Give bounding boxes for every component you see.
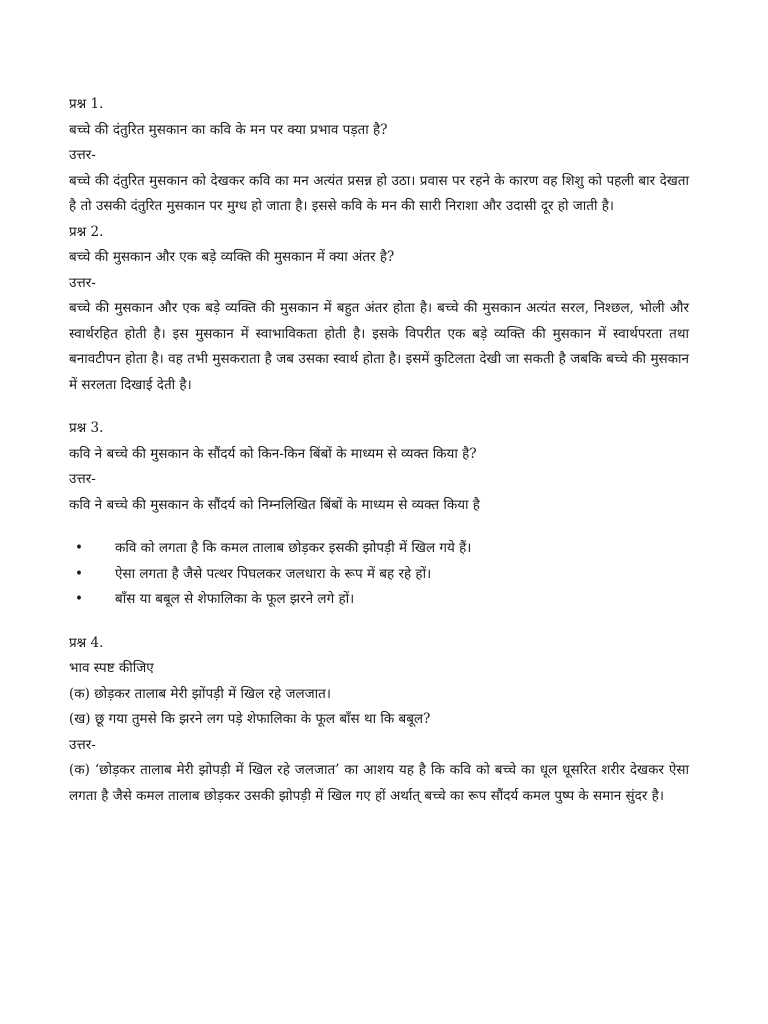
list-item-text: कवि को लगता है कि कमल तालाब छोड़कर इसकी झोपड़ी में खिल गये हैं।: [115, 540, 472, 556]
bullet-icon: •: [75, 540, 83, 556]
imagery-list: [69, 536, 708, 613]
bullet-icon: •: [75, 565, 83, 582]
answer-1-text: बच्चे की दंतुरित मुसकान को देखकर कवि का मन अत्यंत प्रसन्न हो उठा। प्रवास पर रहने के कारण वह शिशु को पहली बार देखता है तो उसकी दंतुरित मुसकान पर मुग्ध हो जाता है। इससे कवि के मन की सारी निराशा और उदासी दूर हो जाती है।: [69, 172, 689, 214]
answer-1-label: उत्तर-: [69, 147, 96, 163]
question-4-label: प्रश्न 4.: [69, 634, 104, 651]
question-1-text: बच्चे की दंतुरित मुसकान का कवि के मन पर क्या प्रभाव पड़ता है?: [69, 121, 388, 138]
question-4-prompt: भाव स्पष्ट कीजिए: [69, 660, 154, 676]
question-4-line-ka: (क) छोड़कर तालाब मेरी झोंपड़ी में खिल रहे जलजात।: [69, 685, 331, 702]
list-item-text: बाँस या बबूल से शेफालिका के फूल झरने लगे हों।: [115, 591, 355, 607]
question-4-line-kha: (ख) छू गया तुमसे कि झरने लग पड़े शेफालिका के फूल बाँस था कि बबूल?: [69, 711, 431, 727]
bullet-icon: •: [75, 591, 83, 607]
spacer: [69, 518, 708, 536]
question-3-text: कवि ने बच्चे की मुसकान के सौंदर्य को किन-किन बिंबों के माध्यम से व्यक्त किया है?: [69, 445, 477, 462]
list-item: [69, 536, 708, 562]
question-1-label: प्रश्न 1.: [69, 96, 104, 112]
answer-4-label: उत्तर-: [69, 736, 96, 753]
answer-4-text: (क) ‘छोड़कर तालाब मेरी झोपड़ी में खिल रहे जलजात’ का आशय यह है कि कवि को बच्चे का धूल धूसरित शरीर देखकर ऐसा लगता है जैसे कमल तालाब छोड़कर उसकी झोपड़ी में खिल गए हों अर्थात् बच्चे का रूप सौंदर्य कमल पुष्प के समान सुंदर है।: [69, 762, 689, 804]
answer-2-text: बच्चे की मुसकान और एक बड़े व्यक्ति की मुसकान में बहुत अंतर होता है। बच्चे की मुसकान अत्यंत सरल, निश्छल, भोली और स्वार्थरहित होती है। इस मुसकान में स्वाभाविकता होती है। इसके विपरीत एक बड़े व्यक्ति की मुसकान में स्वार्थपरता तथा बनावटीपन होता है। वह तभी मुसकराता है जब उसका स्वार्थ होता है। इसमें कुटिलता देखी जा सकती है जबकि बच्चे की मुसकान में सरलता दिखाई देती है।: [69, 300, 689, 393]
spacer: [69, 398, 708, 416]
spacer: [69, 613, 708, 631]
answer-3-label: उत्तर-: [69, 471, 96, 487]
question-3-label: प्रश्न 3.: [69, 420, 104, 436]
list-item-text: ऐसा लगता है जैसे पत्थर पिघलकर जलधारा के रूप में बह रहे हों।: [115, 565, 432, 582]
question-2-label: प्रश्न 2.: [69, 223, 104, 240]
list-item: [69, 587, 708, 613]
question-2-text: बच्चे की मुसकान और एक बड़े व्यक्ति की मुसकान में क्या अंतर है?: [69, 249, 395, 265]
answer-2-label: उत्तर-: [69, 274, 96, 291]
answer-3-text: कवि ने बच्चे की मुसकान के सौंदर्य को निम्नलिखित बिंबों के माध्यम से व्यक्त किया है: [69, 496, 480, 513]
list-item: [69, 562, 708, 588]
